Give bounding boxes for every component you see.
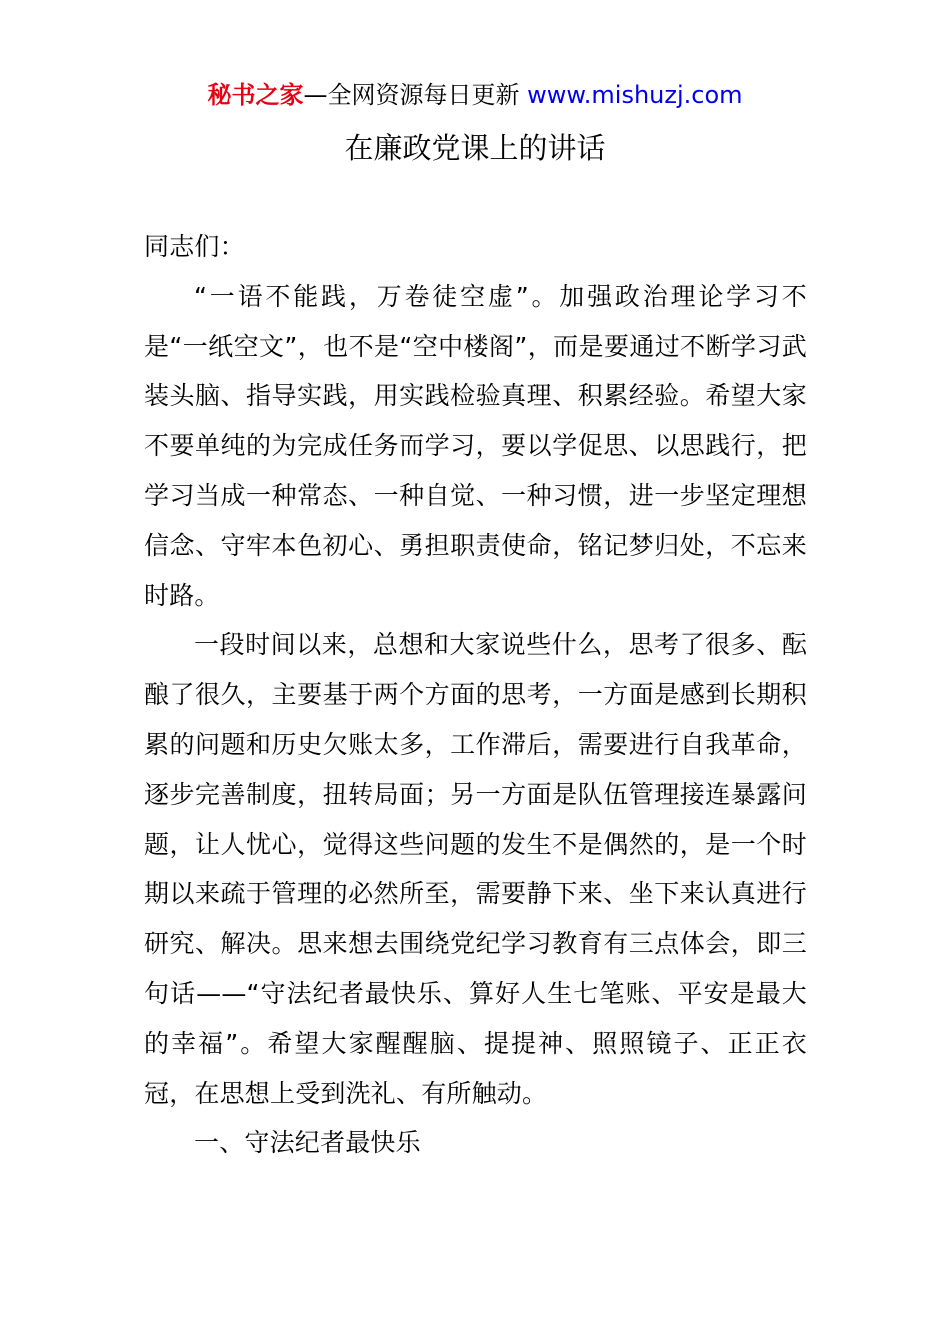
- section-heading: 一、守法纪者最快乐: [194, 1128, 421, 1158]
- document-body: [144, 222, 807, 1168]
- body-paragraph: “一语不能践，万卷徒空虚”。加强政治理论学习不是“一纸空文”，也不是“空中楼阁”，而是要通过不断学习武装头脑、指导实践，用实践检验真理、积累经验。希望大家不要单纯的为完成任务而学习，要以学促思、以思践行，把学习当成一种常态、一种自觉、一种习惯，进一步坚定理想信念、守牢本色初心、勇担职责使命，铭记梦归处，不忘来时路。: [144, 281, 807, 610]
- site-header: [0, 78, 950, 112]
- site-url-link[interactable]: www.mishuzj.com: [527, 81, 743, 109]
- brand-name: 秘书之家: [207, 81, 304, 109]
- body-paragraph: 一段时间以来，总想和大家说些什么，思考了很多、酝酿了很久，主要基于两个方面的思考，一方面是感到长期积累的问题和历史欠账太多，工作滞后，需要进行自我革命，逐步完善制度，扭转局面；另一方面是队伍管理接连暴露问题，让人忧心，觉得这些问题的发生不是偶然的，是一个时期以来疏于管理的必然所至，需要静下来、坐下来认真进行研究、解决。思来想去围绕党纪学习教育有三点体会，即三句话——“守法纪者最快乐、算好人生七笔账、平安是最大的幸福”。希望大家醒醒脑、提提神、照照镜子、正正衣冠，在思想上受到洗礼、有所触动。: [144, 630, 807, 1108]
- document-title: 在廉政党课上的讲话: [344, 131, 606, 165]
- header-tagline: —全网资源每日更新: [303, 81, 528, 109]
- salutation: 同志们：: [144, 232, 245, 261]
